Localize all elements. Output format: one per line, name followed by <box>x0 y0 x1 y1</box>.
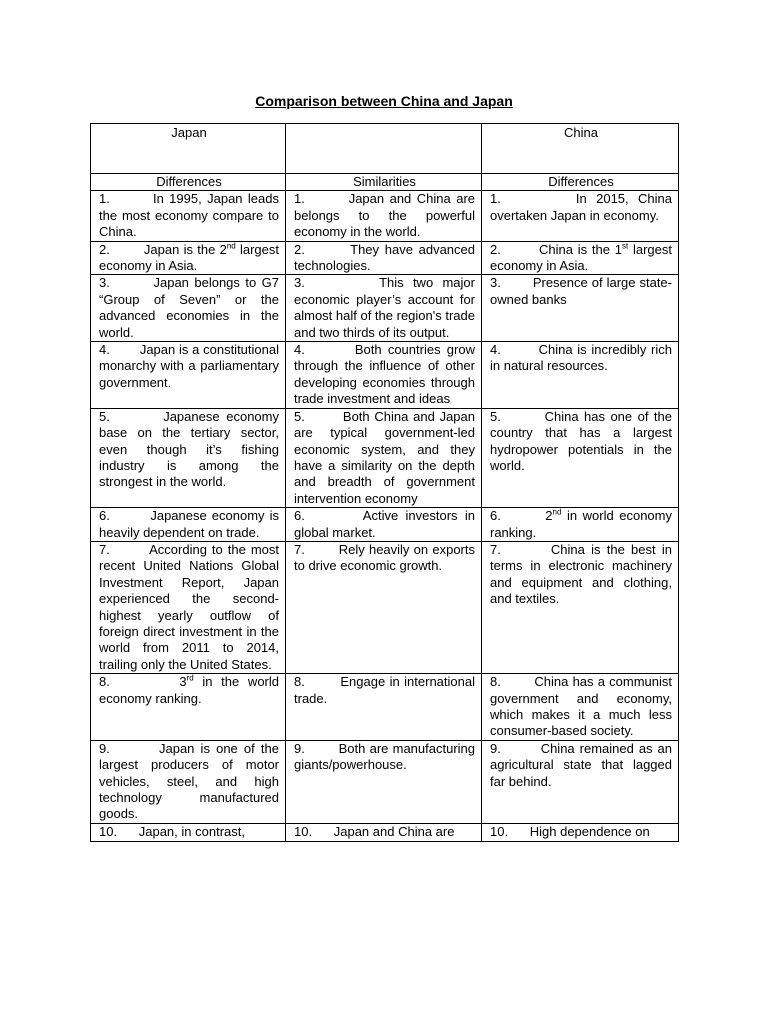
table-row <box>91 191 679 241</box>
subheader-similarities: Similarities <box>286 174 482 191</box>
china-cell: 9. China remained as an agricultural state that lagged far behind. <box>490 740 676 789</box>
table-row <box>91 241 679 275</box>
japan-cell: 6. Japanese economy is heavily dependent on trade. <box>99 508 283 540</box>
japan-cell: 4. Japan is a constitutional monarchy with a parliamentary government. <box>99 342 283 390</box>
table-row <box>91 823 679 841</box>
similarity-cell: 10. Japan and China are <box>294 823 455 839</box>
table-row <box>91 674 679 741</box>
similarity-cell: 6. Active investors in global market. <box>294 508 479 540</box>
table-row <box>91 508 679 542</box>
china-cell: 7. China is the best in terms in electronic machinery and equipment and clothing, and textiles. <box>490 541 676 607</box>
table-subheader-row <box>91 174 679 191</box>
japan-cell: 8. 3rd in the world economy ranking. <box>99 673 283 706</box>
japan-cell: 3. Japan belongs to G7 “Group of Seven” or the advanced economies in the world. <box>99 275 283 340</box>
similarity-cell: 8. Engage in international trade. <box>294 674 479 706</box>
table-row <box>91 541 679 673</box>
similarity-cell: 1. Japan and China are belongs to the powerful economy in the world. <box>294 191 479 240</box>
header-china: China <box>482 124 679 174</box>
header-japan: Japan <box>91 124 286 174</box>
china-cell: 8. China has a communist government and economy, which makes it a much less consumer-based society. <box>490 674 676 739</box>
table-header-row <box>91 124 679 174</box>
table-row <box>91 408 679 507</box>
china-cell: 6. 2nd in world economy ranking. <box>490 507 676 540</box>
table-row <box>91 275 679 342</box>
similarity-cell: 3. This two major economic player’s account for almost half of the region's trade and two thirds of its output. <box>294 275 479 340</box>
japan-cell: 9. Japan is one of the largest producers of motor vehicles, steel, and high technology manufactured goods. <box>99 740 283 822</box>
china-cell: 5. China has one of the country that has a largest hydropower potentials in the world. <box>490 408 676 473</box>
japan-cell: 2. Japan is the 2nd largest economy in Asia. <box>99 241 283 274</box>
china-cell: 1. In 2015, China overtaken Japan in economy. <box>490 191 676 223</box>
table-row <box>91 342 679 409</box>
china-cell: 10. High dependence on <box>490 823 650 839</box>
japan-cell: 5. Japanese economy base on the tertiary sector, even though it’s fishing industry is among the strongest in the world. <box>99 408 283 490</box>
similarity-cell: 7. Rely heavily on exports to drive economic growth. <box>294 541 479 574</box>
china-cell: 2. China is the 1st largest economy in Asia. <box>490 241 676 274</box>
table-row <box>91 740 679 823</box>
subheader-china-differences: Differences <box>482 174 679 191</box>
comparison-table <box>90 123 679 842</box>
china-cell: 4. China is incredibly rich in natural resources. <box>490 342 676 374</box>
similarity-cell: 9. Both are manufacturing giants/powerhouse. <box>294 740 479 773</box>
china-cell: 3. Presence of large state-owned banks <box>490 275 672 307</box>
similarity-cell: 5. Both China and Japan are typical government-led economic system, and they have a similarity on the depth and breadth of government intervention economy <box>294 408 479 506</box>
similarity-cell: 2. They have advanced technologies. <box>294 241 479 274</box>
subheader-japan-differences: Differences <box>91 174 286 191</box>
document-title: Comparison between China and Japan <box>255 93 513 109</box>
japan-cell: 10. Japan, in contrast, <box>99 823 245 839</box>
japan-cell: 7. According to the most recent United Nations Global Investment Report, Japan experienced the second-highest yearly outflow of foreign direct investment in the world from 2011 to 2014, trailing only the United States. <box>99 541 283 672</box>
header-middle <box>286 124 482 174</box>
similarity-cell: 4. Both countries grow through the influence of other developing economies through trade investment and ideas <box>294 342 479 407</box>
japan-cell: 1. In 1995, Japan leads the most economy compare to China. <box>99 191 283 240</box>
